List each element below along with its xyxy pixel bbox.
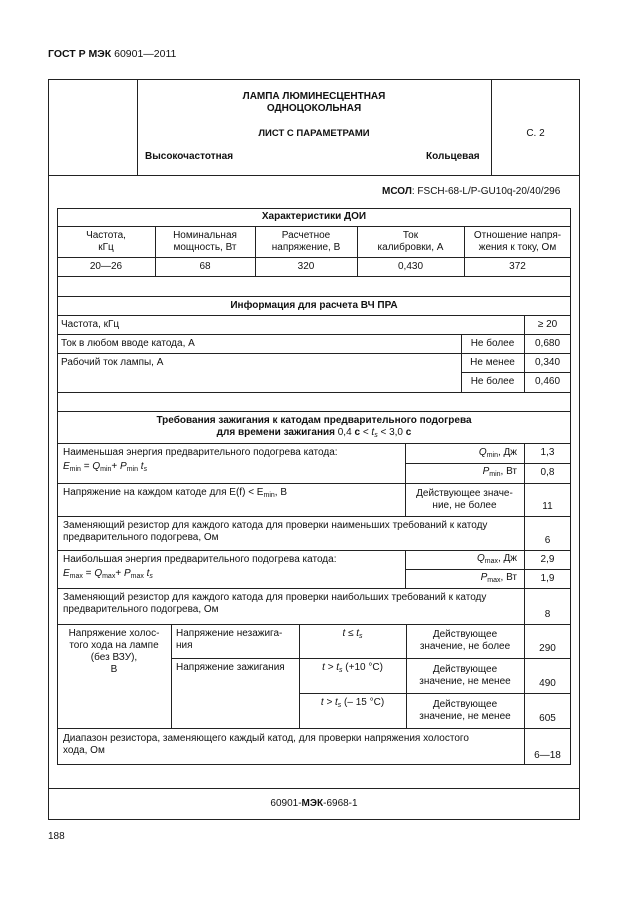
doi-value-frequency: 20—26 xyxy=(89,260,123,272)
subtitle-left: Высокочастотная xyxy=(145,151,234,162)
ballast-working-label: Рабочий ток лампы, А xyxy=(61,356,164,368)
cathode-voltage-condition: Действующее значе- ние, не более xyxy=(416,487,513,511)
subtitle-right: Кольцевая xyxy=(426,151,480,162)
footer-designation: 60901-МЭК-6968-1 xyxy=(270,798,358,809)
doi-header-ratio: Отношение напря- жения к току, Ом xyxy=(473,229,562,253)
ocv-row-2-value: 490 xyxy=(539,678,556,689)
msol-designation: МСОЛ: FSCH-68-L/P-GU10q-20/40/296 xyxy=(382,186,561,197)
ignition-title-line-2: для времени зажигания 0,4 $с < t_s < 3,0$ с xyxy=(216,427,412,439)
resistor-range-value: 6—18 xyxy=(534,750,561,761)
qmin-value: 1,3 xyxy=(540,447,555,458)
ballast-cathode-value: 0,680 xyxy=(534,337,561,349)
ocv-row-1-condition: $t \le t_s$ xyxy=(342,628,363,640)
pmin-label: $P_{min}$, Вт xyxy=(482,466,517,478)
resistor-min-value: 6 xyxy=(544,535,551,546)
pmax-value: 1,9 xyxy=(540,572,555,584)
resistor-range-label: Диапазон резистора, заменяющего каждый катод, для проверки напряжения холостого хода, Ом xyxy=(63,733,469,756)
qmin-label: $Q_{min}$, Дж xyxy=(478,447,517,459)
pmin-value: 0,8 xyxy=(540,467,555,478)
ocv-row-1-type: Напряжение незажига- ния xyxy=(176,628,283,651)
doi-header-voltage: Расчетное напряжение, В xyxy=(271,229,341,253)
doi-value-current: 0,430 xyxy=(397,260,424,272)
ocv-row-2-requirement: Действующее значение, не менее xyxy=(419,663,511,687)
pmax-label: $P_{max}$, Вт xyxy=(480,572,517,584)
ocv-row-1-value: 290 xyxy=(539,643,556,654)
resistor-max-value: 8 xyxy=(544,609,551,620)
page-reference: С. 2 xyxy=(526,128,545,139)
cathode-voltage-value: 11 xyxy=(542,501,553,512)
doi-title: Характеристики ДОИ xyxy=(261,211,367,222)
emax-label: Наибольшая энергия предварительного подогрева катода: xyxy=(63,554,337,565)
resistor-min-label: Заменяющий резистор для каждого катода для проверки наименьших требований к катоду предварительного подогрева, Ом xyxy=(63,520,488,543)
document-header xyxy=(48,48,176,60)
qmax-value: 2,9 xyxy=(540,553,555,565)
ballast-working-condition-max: Не более xyxy=(470,376,515,387)
title-line-1: ЛАМПА ЛЮМИНЕСЦЕНТНАЯ xyxy=(242,91,386,102)
doi-value-voltage: 320 xyxy=(297,260,315,272)
ballast-working-value-min: 0,340 xyxy=(534,356,561,368)
ballast-frequency-label: Частота, кГц xyxy=(61,318,120,330)
doi-header-power: Номинальная мощность, Вт xyxy=(173,229,237,253)
ballast-title: Информация для расчета ВЧ ПРА xyxy=(230,299,398,311)
ignition-title-line-1: Требования зажигания к катодам предварительного подогрева xyxy=(156,415,472,426)
cathode-voltage-label: Напряжение на каждом катоде для $E(f) < E_{min}$, В xyxy=(63,487,287,499)
sheet-title: ЛИСТ С ПАРАМЕТРАМИ xyxy=(258,128,370,139)
emin-formula: $E_{min} = Q_{min}+ P_{min}$ $t_s$ xyxy=(63,461,148,473)
title-line-2: ОДНОЦОКОЛЬНАЯ xyxy=(266,103,362,114)
doi-header-frequency: Частота, кГц xyxy=(86,229,126,253)
doi-value-ratio: 372 xyxy=(509,260,526,272)
ocv-row-3-value: 605 xyxy=(539,713,556,724)
ocv-label: Напряжение холос- того хода на лампе (без ВЗУ), В xyxy=(68,628,160,675)
page-number: 188 xyxy=(48,831,65,842)
emin-label: Наименьшая энергия предварительного подогрева катода: xyxy=(63,447,338,458)
ballast-cathode-label: Ток в любом вводе катода, А xyxy=(61,337,195,349)
ocv-row-2-type: Напряжение зажигания xyxy=(176,662,285,673)
ballast-frequency-value: ≥ 20 xyxy=(537,318,558,330)
emax-formula: $E_{max} = Q_{max}+ P_{max}$ $t_s$ xyxy=(63,568,153,580)
ballast-working-condition-min: Не менее xyxy=(470,356,515,368)
ballast-cathode-condition: Не более xyxy=(470,337,515,349)
ocv-row-3-condition: $t > t_s$ (– 15 °С) xyxy=(320,697,385,709)
ocv-row-2-condition: $t > t_s$ (+10 °С) xyxy=(322,662,383,674)
doi-header-current: Ток калибровки, А xyxy=(377,229,444,253)
resistor-max-label: Заменяющий резистор для каждого катода для проверки наибольших требований к катоду предварительного подогрева, Ом xyxy=(63,592,487,615)
ballast-working-value-max: 0,460 xyxy=(534,376,561,387)
qmax-label: $Q_{max}$, Дж xyxy=(476,553,517,565)
ocv-row-1-requirement: Действующее значение, не более xyxy=(419,629,511,652)
ocv-row-3-requirement: Действующее значение, не менее xyxy=(419,698,511,722)
standard-prefix: ГОСТ Р МЭК xyxy=(48,48,112,60)
standard-number: 60901—2011 xyxy=(114,48,177,60)
doi-value-power: 68 xyxy=(199,260,211,272)
